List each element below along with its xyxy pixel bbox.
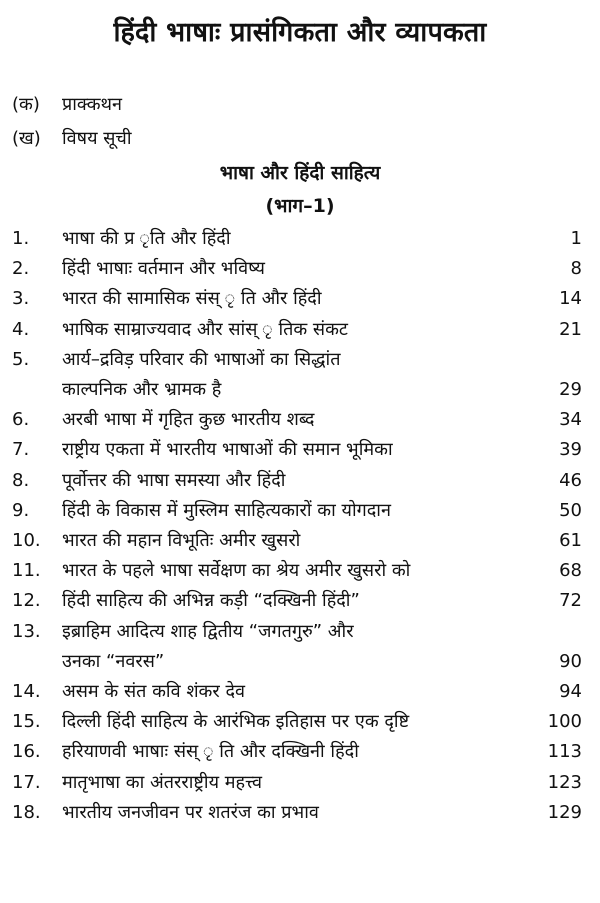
front-matter-label: प्राक्कथन — [62, 94, 123, 115]
toc-entry-title: राष्ट्रीय एकता में भारतीय भाषाओं की समान भूमिका — [62, 439, 393, 461]
toc-entry-title: पूर्वोत्तर की भाषा समस्या और हिंदी — [62, 469, 286, 491]
toc-entry — [0, 496, 600, 526]
toc-entry — [0, 526, 600, 556]
toc-entry-number: 17. — [12, 771, 41, 793]
toc-entry-title: भाषा की प्र ृति और हिंदी — [62, 228, 231, 249]
toc-entry-title: हिंदी भाषाः वर्तमान और भविष्य — [62, 258, 265, 280]
toc-entry-page-number: 46 — [559, 469, 582, 491]
toc-entry — [0, 617, 600, 647]
toc-entry-title: भारत के पहले भाषा सर्वेक्षण का श्रेय अमीर खुसरो को — [62, 560, 411, 582]
toc-entry-page-number: 129 — [547, 801, 582, 823]
toc-entry — [0, 315, 600, 345]
toc-entry-title: इब्राहिम आदित्य शाह द्वितीय “जगतगुरु” और — [62, 620, 354, 642]
front-matter-label: विषय सूची — [62, 128, 132, 149]
toc-entry — [0, 405, 600, 435]
toc-entry — [0, 798, 600, 828]
toc-entry — [0, 435, 600, 465]
toc-entry-title: मातृभाषा का अंतरराष्ट्रीय महत्त्व — [62, 771, 263, 793]
toc-entry-page-number: 113 — [547, 741, 582, 763]
toc-entry-number: 9. — [12, 499, 30, 521]
toc-entry — [0, 586, 600, 616]
toc-entry-title: भारत की महान विभूतिः अमीर खुसरो — [62, 530, 301, 551]
toc-entry — [0, 466, 600, 496]
toc-entry-page-number: 14 — [559, 288, 582, 310]
front-matter-mark: (ख) — [12, 128, 41, 149]
toc-entry-page-number: 50 — [559, 499, 582, 521]
toc-entry-number: 13. — [12, 620, 41, 642]
front-matter-mark: (क) — [12, 94, 40, 115]
toc-entry — [0, 224, 600, 254]
section-part-label: (भाग–1) — [265, 195, 335, 217]
toc-entry-page-number: 1 — [570, 228, 582, 249]
toc-entry — [0, 345, 600, 375]
toc-entry-number: 3. — [12, 288, 30, 310]
toc-entry-number: 7. — [12, 439, 30, 461]
toc-entry-page-number: 29 — [559, 379, 582, 400]
toc-entry-number: 14. — [12, 681, 41, 702]
toc-entry-page-number: 39 — [559, 439, 582, 461]
toc-entry-page-number: 94 — [559, 681, 582, 702]
toc-entry-title: भाषिक साम्राज्यवाद और सांस् ृ तिक संकट — [62, 318, 348, 340]
toc-entry — [0, 375, 600, 405]
toc-entry-title: उनका “नवरस” — [62, 650, 165, 672]
toc-entry-number: 18. — [12, 801, 41, 823]
toc-entry — [0, 768, 600, 798]
toc-entry-title: काल्पनिक और भ्रामक है — [62, 379, 222, 400]
toc-entry-page-number: 21 — [559, 318, 582, 340]
toc-entry-page-number: 61 — [559, 530, 582, 551]
toc-entry — [0, 254, 600, 284]
toc-entry-number: 15. — [12, 711, 41, 733]
toc-entry-number: 1. — [12, 228, 30, 249]
toc-entry — [0, 284, 600, 314]
front-matter-item-contents — [12, 126, 132, 150]
toc-entry-number: 8. — [12, 469, 30, 491]
front-matter-item-preface — [12, 92, 122, 116]
toc-entry-page-number: 100 — [547, 711, 582, 733]
toc-entry — [0, 707, 600, 737]
toc-entry-number: 11. — [12, 560, 41, 582]
toc-entry-title: हिंदी के विकास में मुस्लिम साहित्यकारों का योगदान — [62, 499, 391, 521]
toc-entry-page-number: 8 — [570, 258, 582, 280]
toc-entry-title: हरियाणवी भाषाः संस् ृ ति और दक्खिनी हिंदी — [62, 741, 359, 763]
toc-entry-title: अरबी भाषा में गृहित कुछ भारतीय शब्द — [62, 409, 315, 431]
toc-entry-number: 5. — [12, 348, 30, 370]
toc-entry-number: 12. — [12, 590, 41, 612]
toc-entry — [0, 677, 600, 707]
toc-entry — [0, 556, 600, 586]
toc-entry-page-number: 68 — [559, 560, 582, 582]
toc-entry-number: 10. — [12, 530, 41, 551]
toc-entry-title: असम के संत कवि शंकर देव — [62, 681, 246, 702]
toc-entry-page-number: 90 — [559, 650, 582, 672]
toc-entry-title: दिल्ली हिंदी साहित्य के आरंभिक इतिहास पर एक दृष्टि — [62, 711, 410, 733]
toc-entry-title: हिंदी साहित्य की अभिन्न कड़ी “दक्खिनी हिंदी” — [62, 590, 360, 612]
toc-entry-page-number: 34 — [559, 409, 582, 431]
toc-entry-number: 16. — [12, 741, 41, 763]
page-title: हिंदी भाषाः प्रासंगिकता और व्यापकता — [113, 17, 487, 48]
toc-entry-number: 6. — [12, 409, 30, 431]
toc-entry-number: 2. — [12, 258, 30, 280]
toc-entry — [0, 737, 600, 767]
toc-entry-title: भारतीय जनजीवन पर शतरंज का प्रभाव — [62, 801, 319, 823]
toc-entry — [0, 647, 600, 677]
section-heading: भाषा और हिंदी साहित्य — [219, 162, 381, 184]
toc-entry-page-number: 72 — [559, 590, 582, 612]
toc-entry-title: आर्य–द्रविड़ परिवार की भाषाओं का सिद्धांत — [62, 348, 341, 370]
toc-entry-number: 4. — [12, 318, 30, 340]
toc-entry-page-number: 123 — [547, 771, 582, 793]
toc-entry-title: भारत की सामासिक संस् ृ ति और हिंदी — [62, 288, 322, 310]
